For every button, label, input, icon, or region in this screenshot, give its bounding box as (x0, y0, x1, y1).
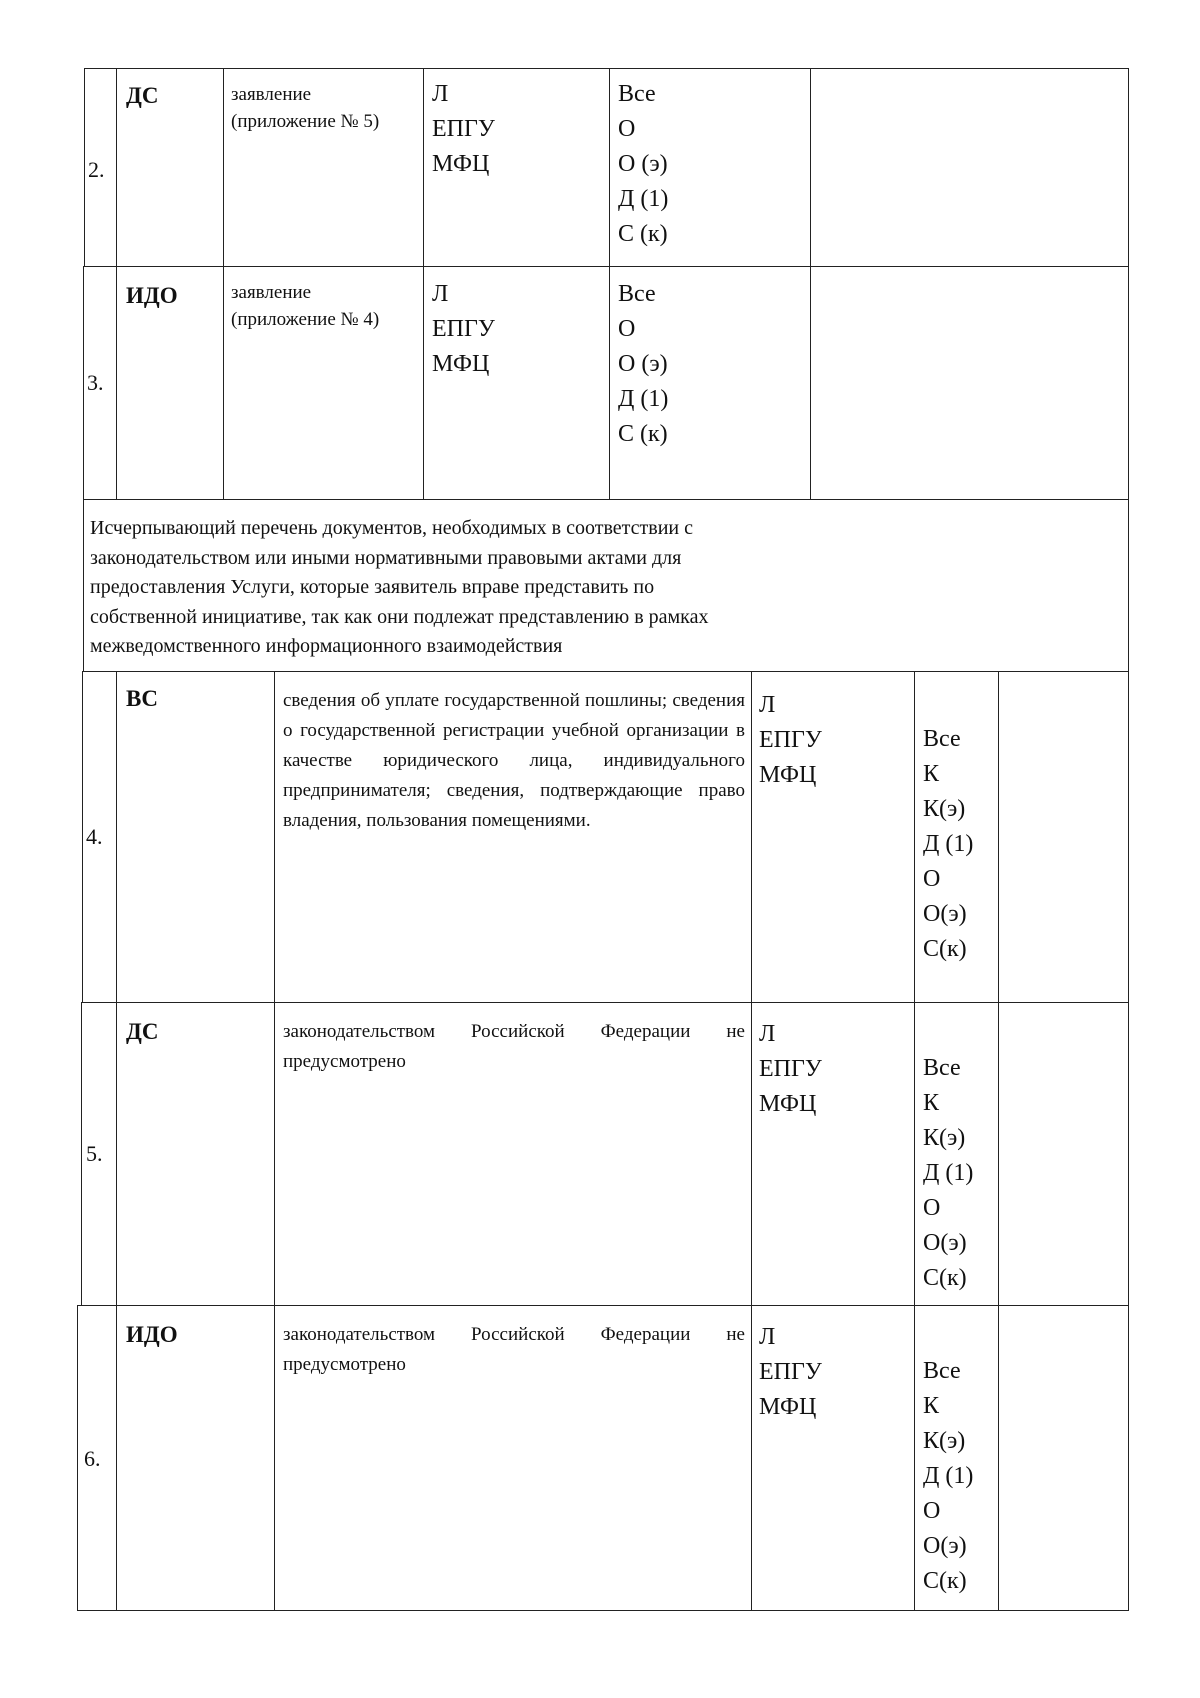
form-item: С (к) (618, 221, 668, 247)
form-item: О (923, 866, 941, 892)
subject-code: ИДО (126, 1322, 178, 1347)
forms-cell (609, 266, 811, 500)
subject-cell (116, 671, 275, 1003)
channel-item: ЕПГУ (432, 316, 495, 342)
channel-item: МФЦ (432, 151, 490, 177)
section-header-line: межведомственного информационного взаимодействия (90, 635, 563, 657)
row-number: 4. (86, 824, 103, 849)
form-item: Д (1) (923, 831, 974, 857)
forms-cell (914, 671, 999, 1003)
section-header-line: собственной инициативе, так как они подлежат представлению в рамках (90, 605, 709, 628)
subject-code: ИДО (126, 283, 178, 308)
document-line: заявление (231, 282, 312, 303)
form-item: О(э) (923, 1230, 967, 1256)
form-item: О (э) (618, 151, 668, 177)
section-header (83, 499, 1129, 672)
channel-item: МФЦ (759, 762, 817, 788)
channel-item: ЕПГУ (759, 1056, 822, 1082)
subject-code: ДС (126, 1019, 159, 1044)
channel-item: МФЦ (759, 1394, 817, 1420)
section-header-line: предоставления Услуги, которые заявитель вправе представить по (90, 576, 655, 598)
channel-item: Л (432, 281, 449, 307)
subject-cell (116, 1305, 275, 1611)
form-item: Все (618, 281, 656, 307)
form-item: О (618, 316, 636, 342)
empty-cell (998, 1002, 1129, 1306)
form-item: Все (923, 726, 961, 752)
document-cell (223, 266, 424, 500)
form-item: К(э) (923, 796, 966, 822)
subject-code: ВС (126, 686, 158, 711)
row-number: 3. (87, 370, 104, 395)
row-number-cell (84, 68, 117, 267)
document-text: сведения об уплате государственной пошлины; сведения о государственной регистрации учебной организации в качестве юридического лица, индивидуального предпринимателя; сведения, подтверждающие право владения, пользования помещениями. (283, 690, 745, 831)
channel-item: Л (759, 1324, 776, 1350)
channels-cell (751, 671, 915, 1003)
document-cell (274, 1305, 752, 1611)
channel-item: ЕПГУ (759, 1359, 822, 1385)
forms-cell (914, 1002, 999, 1306)
form-item: С(к) (923, 1568, 967, 1594)
document-line: заявление (231, 84, 312, 105)
form-item: Д (1) (618, 186, 669, 212)
channel-item: ЕПГУ (432, 116, 495, 142)
subject-code: ДС (126, 83, 159, 108)
form-item: К (923, 1090, 940, 1116)
channel-item: МФЦ (432, 351, 490, 377)
subject-cell (116, 266, 224, 500)
form-item: О (923, 1498, 941, 1524)
form-item: Д (1) (923, 1160, 974, 1186)
form-item: О (э) (618, 351, 668, 377)
row-number: 5. (86, 1141, 103, 1166)
document-text: законодательством Российской Федерации не предусмотрено (283, 1324, 745, 1375)
document-line: (приложение № 4) (231, 309, 380, 330)
row-number: 2. (88, 157, 105, 182)
empty-cell (810, 68, 1129, 267)
empty-cell (998, 671, 1129, 1003)
form-item: Все (618, 81, 656, 107)
form-item: Д (1) (618, 386, 669, 412)
channels-cell (751, 1305, 915, 1611)
form-item: С (к) (618, 421, 668, 447)
empty-cell (998, 1305, 1129, 1611)
channel-item: ЕПГУ (759, 727, 822, 753)
form-item: Д (1) (923, 1463, 974, 1489)
form-item: К(э) (923, 1125, 966, 1151)
channels-cell (423, 68, 610, 267)
channels-cell (423, 266, 610, 500)
document-line: (приложение № 5) (231, 111, 380, 132)
channel-item: Л (432, 81, 449, 107)
document-cell (274, 671, 752, 1003)
section-header-line: законодательством или иными нормативными правовыми актами для (90, 546, 682, 569)
form-item: К (923, 761, 940, 787)
row-number: 6. (84, 1446, 101, 1471)
channels-cell (751, 1002, 915, 1306)
forms-cell (609, 68, 811, 267)
row-number-cell (81, 1002, 117, 1306)
document-text: законодательством Российской Федерации не предусмотрено (283, 1021, 745, 1072)
form-item: С(к) (923, 1265, 967, 1291)
channel-item: Л (759, 1021, 776, 1047)
channel-item: МФЦ (759, 1091, 817, 1117)
document-cell (223, 68, 424, 267)
subject-cell (116, 1002, 275, 1306)
channel-item: Л (759, 692, 776, 718)
form-item: О(э) (923, 1533, 967, 1559)
form-item: О (923, 1195, 941, 1221)
section-header-line: Исчерпывающий перечень документов, необходимых в соответствии с (90, 517, 693, 539)
form-item: К(э) (923, 1428, 966, 1454)
form-item: Все (923, 1358, 961, 1384)
form-item: К (923, 1393, 940, 1419)
row-number-cell (83, 266, 117, 500)
row-number-cell (77, 1305, 117, 1611)
form-item: С(к) (923, 936, 967, 962)
subject-cell (116, 68, 224, 267)
document-cell (274, 1002, 752, 1306)
row-number-cell (82, 671, 117, 1003)
form-item: Все (923, 1055, 961, 1081)
form-item: О (618, 116, 636, 142)
form-item: О(э) (923, 901, 967, 927)
forms-cell (914, 1305, 999, 1611)
empty-cell (810, 266, 1129, 500)
